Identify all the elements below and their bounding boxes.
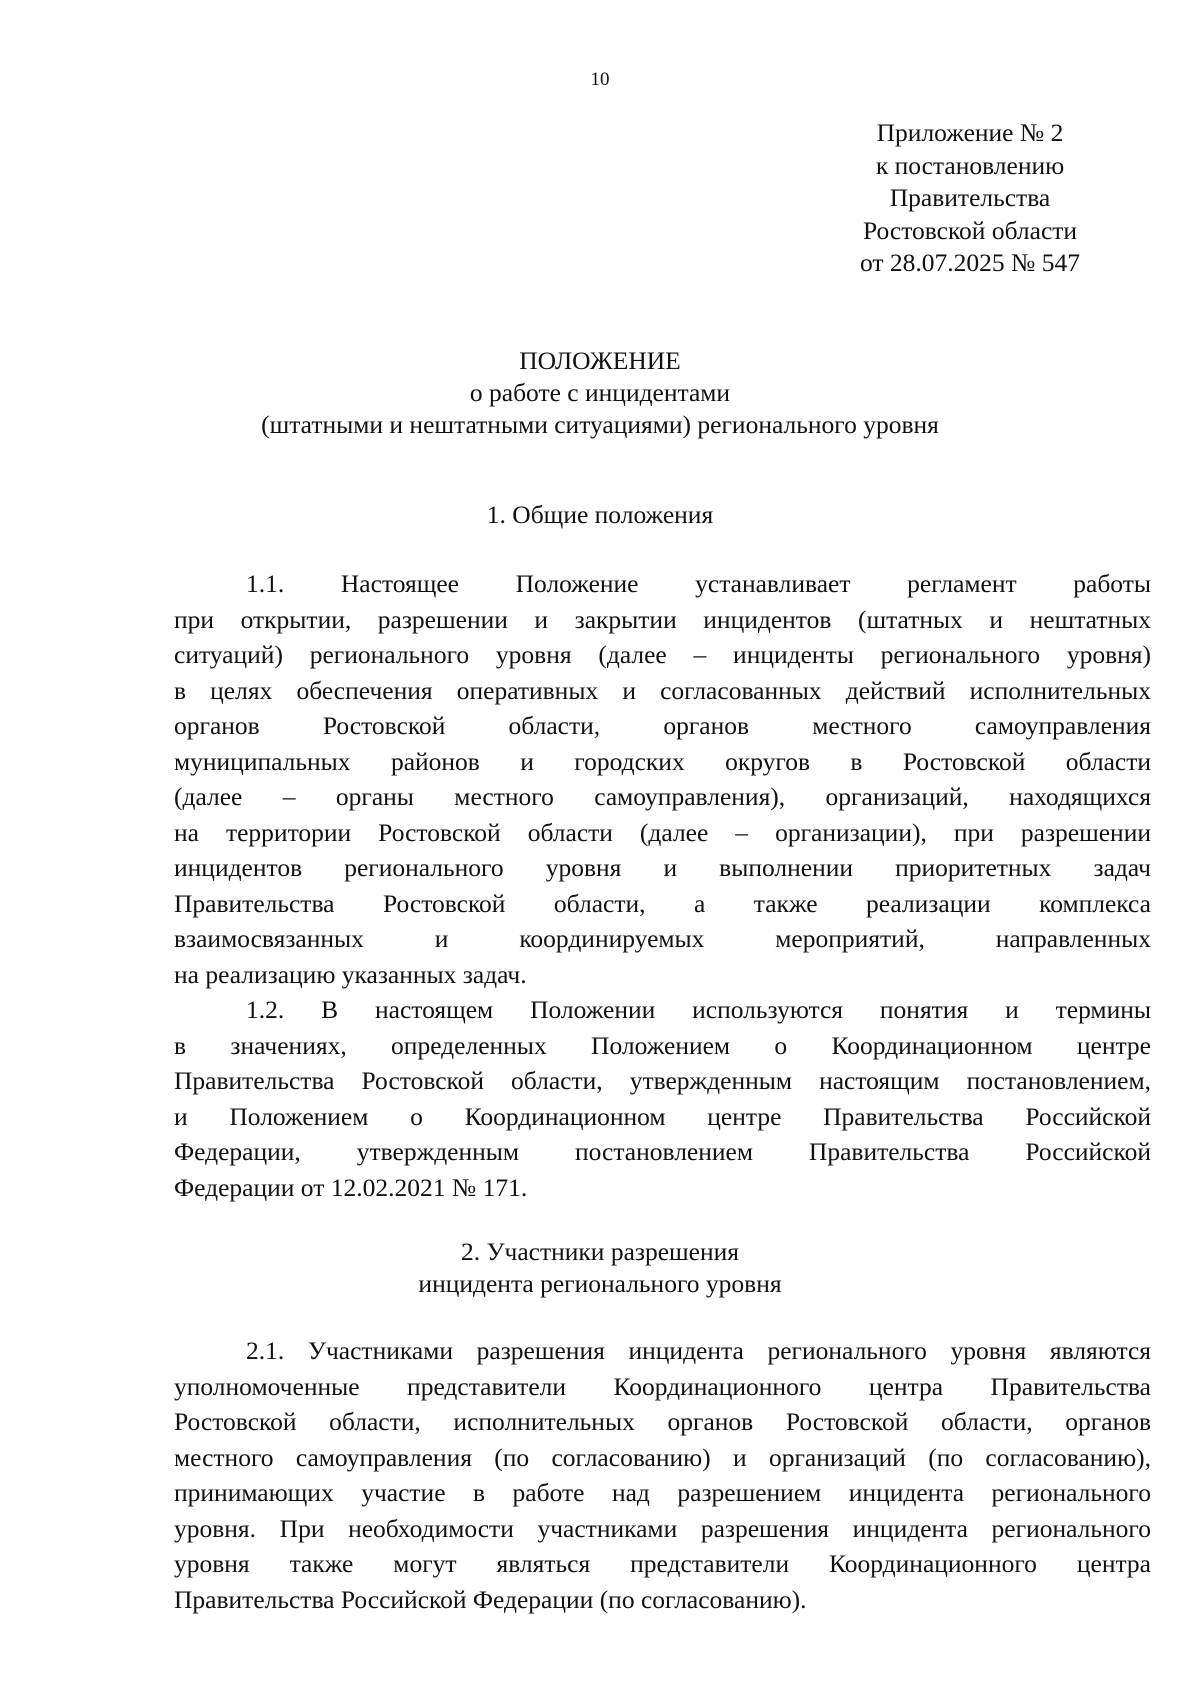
- text-line: Правительства Ростовской области, утвержденным настоящим постановлением,: [174, 1066, 1151, 1095]
- text-line: Правительства Ростовской области, а также реализации комплекса: [174, 888, 1151, 918]
- text-line: 1.1. Настоящее Положение устанавливает регламент работы: [246, 569, 1151, 598]
- text-line: Ростовской области, исполнительных органов Ростовской области, органов: [174, 1407, 1151, 1436]
- appendix-line: Приложение № 2: [876, 118, 1064, 147]
- section-2-heading: [0, 1236, 1200, 1300]
- title-subtitle-line: (штатными и нештатными ситуациями) регионального уровня: [261, 410, 939, 439]
- text-line: ситуаций) регионального уровня (далее – инциденты регионального уровня): [174, 640, 1151, 669]
- text-line: принимающих участие в работе над разрешением инцидента регионального: [174, 1478, 1151, 1507]
- text-line: муниципальных районов и городских округов в Ростовской области: [174, 746, 1151, 776]
- title-subtitle-line: о работе с инцидентами: [469, 378, 731, 407]
- text-line: на территории Ростовской области (далее – организации), при разрешении: [174, 817, 1151, 847]
- paragraph-2-1: [174, 1333, 1151, 1617]
- section-1-heading: [0, 499, 1200, 531]
- appendix-line: Правительства: [889, 183, 1051, 212]
- text-line: органов Ростовской области, органов местного самоуправления: [174, 711, 1151, 740]
- text-line: инцидентов регионального уровня и выполнении приоритетных задач: [174, 853, 1151, 882]
- text-line: в целях обеспечения оперативных и согласованных действий исполнительных: [174, 675, 1151, 705]
- text-line: на реализацию указанных задач.: [174, 959, 527, 989]
- text-line: уполномоченные представители Координационного центра Правительства: [174, 1371, 1151, 1401]
- paragraph-1-1: [174, 566, 1151, 992]
- text-line: взаимосвязанных и координируемых мероприятий, направленных: [174, 924, 1151, 953]
- text-line: Правительства Российской Федерации (по согласованию).: [174, 1584, 807, 1614]
- appendix-block: [820, 117, 1120, 280]
- text-line: Федерации, утвержденным постановлением Правительства Российской: [174, 1137, 1151, 1166]
- text-line: уровня. При необходимости участниками разрешения инцидента регионального: [174, 1513, 1151, 1543]
- text-line: в значениях, определенных Положением о Координационном центре: [174, 1030, 1151, 1060]
- section-heading-line: 2. Участники разрешения: [460, 1237, 740, 1266]
- text-line: местного самоуправления (по согласованию) и организаций (по согласованию),: [174, 1442, 1151, 1472]
- appendix-line: к постановлению: [875, 150, 1065, 180]
- page-number: 10: [590, 69, 610, 90]
- title-heading: ПОЛОЖЕНИЕ: [519, 346, 681, 375]
- text-line: (далее – органы местного самоуправления), организаций, находящихся: [174, 782, 1151, 811]
- paragraph-1-2: [174, 992, 1151, 1205]
- appendix-line: от 28.07.2025 № 547: [859, 248, 1080, 277]
- document-title: [0, 345, 1200, 441]
- text-line: 2.1. Участниками разрешения инцидента регионального уровня являются: [246, 1336, 1151, 1365]
- appendix-line: Ростовской области: [862, 215, 1078, 245]
- section-heading-line: инцидента регионального уровня: [418, 1269, 782, 1298]
- section-heading-line: 1. Общие положения: [486, 500, 714, 529]
- text-line: уровня также могут являться представители Координационного центра: [174, 1549, 1151, 1578]
- text-line: и Положением о Координационном центре Правительства Российской: [174, 1101, 1151, 1131]
- text-line: 1.2. В настоящем Положении используются понятия и термины: [246, 995, 1151, 1024]
- text-line: при открытии, разрешении и закрытии инцидентов (штатных и нештатных: [174, 604, 1151, 634]
- text-line: Федерации от 12.02.2021 № 171.: [174, 1172, 528, 1202]
